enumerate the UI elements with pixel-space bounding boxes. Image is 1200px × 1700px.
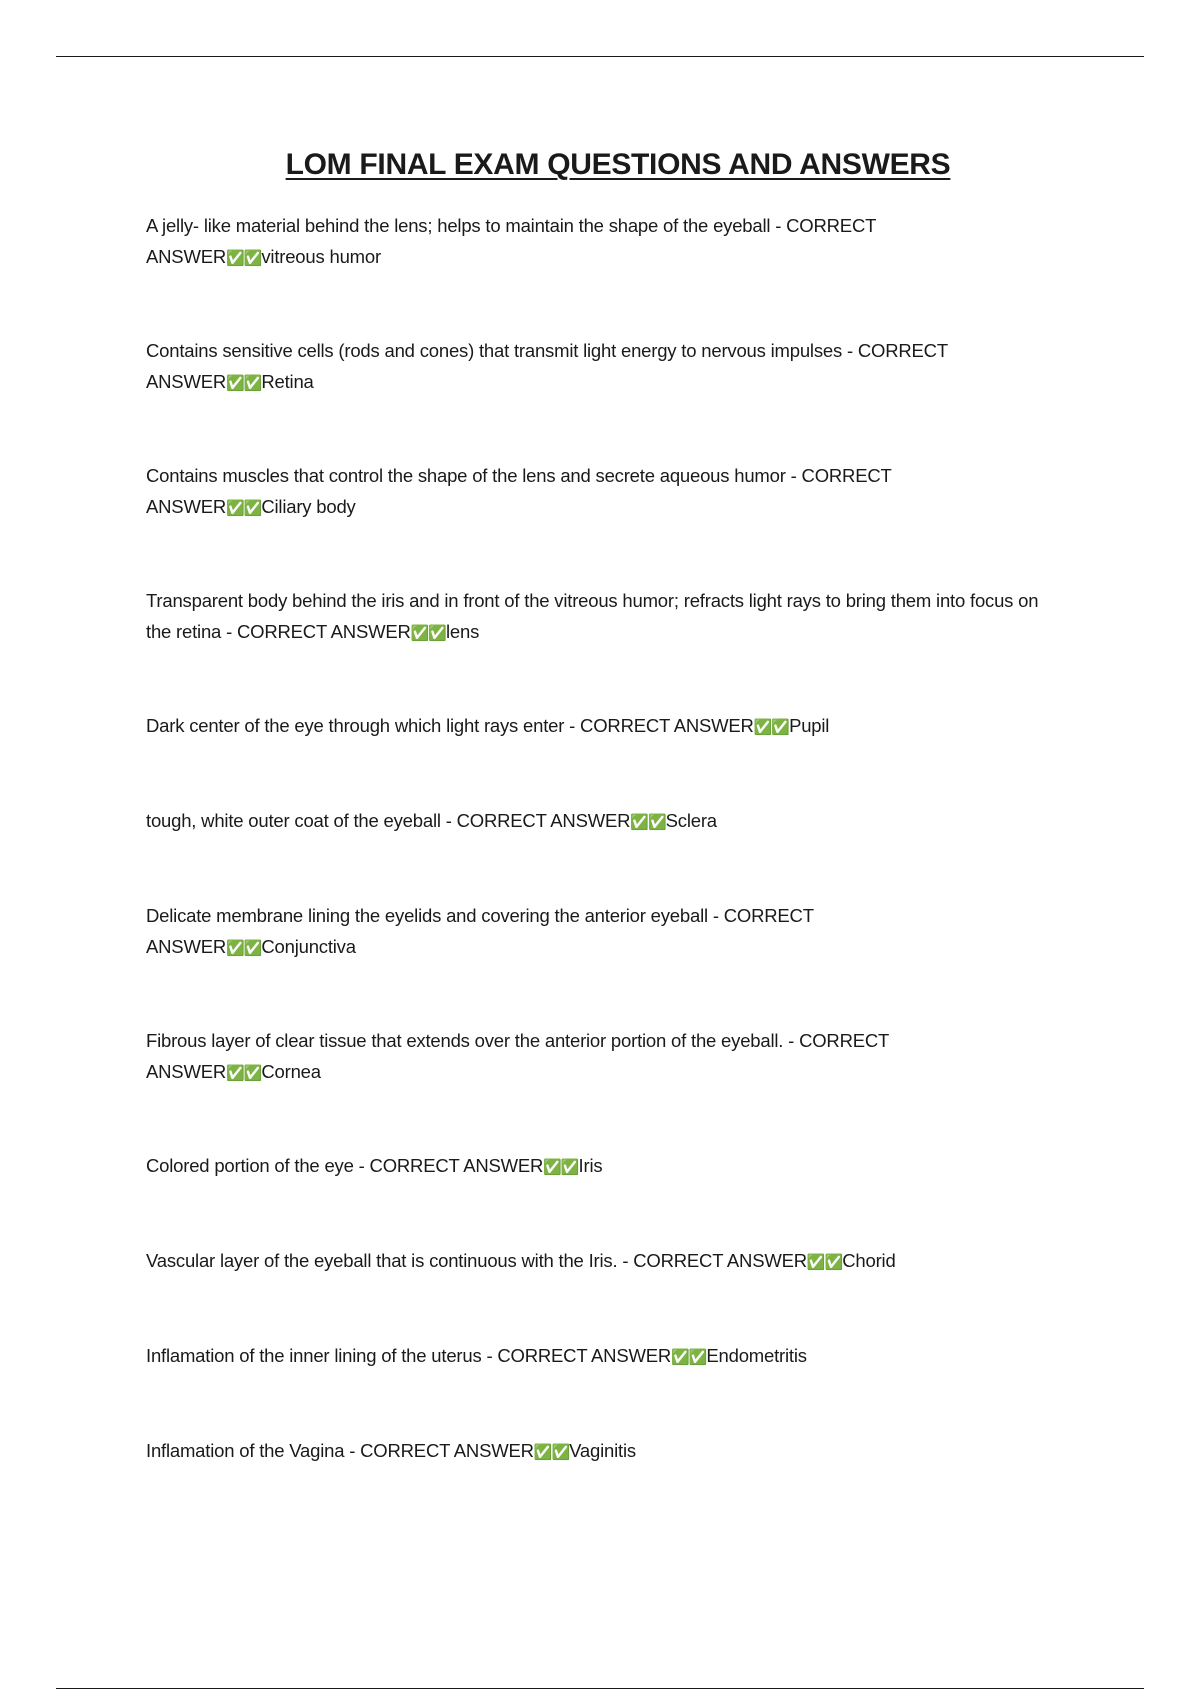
answer-label: ANSWER — [591, 1345, 672, 1366]
question-text: A jelly- like material behind the lens; helps to maintain the shape of the eyeball — [146, 215, 771, 236]
answer-text: Conjunctiva — [261, 936, 356, 957]
qa-list — [146, 210, 1066, 1468]
answer-text: Ciliary body — [261, 496, 356, 517]
qa-item — [146, 1245, 1066, 1278]
double-check-icon: ✅✅ — [533, 1443, 570, 1461]
qa-item — [146, 1150, 1066, 1183]
qa-item — [146, 585, 1066, 649]
double-check-icon: ✅✅ — [226, 249, 262, 267]
qa-item — [146, 805, 1066, 838]
double-check-icon: ✅✅ — [671, 1348, 707, 1366]
double-check-icon: ✅✅ — [753, 718, 790, 736]
answer-label: ANSWER — [146, 496, 226, 517]
qa-item — [146, 900, 1066, 964]
answer-text: Sclera — [665, 810, 717, 831]
answer-text: Iris — [578, 1155, 603, 1176]
question-text: Transparent body behind the iris and in front of the vitreous humor; refracts light rays to bring them into focus on the retina — [146, 590, 1039, 642]
answer-text: Retina — [261, 371, 314, 392]
correct-label: - CORRECT — [344, 1440, 454, 1461]
question-text: Inflamation of the Vagina — [146, 1440, 345, 1461]
double-check-icon: ✅✅ — [226, 499, 262, 517]
double-check-icon: ✅✅ — [806, 1253, 843, 1271]
top-rule — [56, 56, 1144, 57]
question-text: Vascular layer of the eyeball that is continuous with the Iris. — [146, 1250, 618, 1271]
correct-label: - CORRECT — [842, 340, 948, 361]
double-check-icon: ✅✅ — [630, 813, 666, 831]
page-title: LOM FINAL EXAM QUESTIONS AND ANSWERS — [285, 148, 951, 181]
qa-item — [146, 710, 1066, 743]
correct-label: - CORRECT — [770, 215, 877, 236]
correct-label: - CORRECT — [617, 1250, 727, 1271]
answer-label: ANSWER — [726, 1250, 807, 1271]
question-text: Contains sensitive cells (rods and cones) that transmit light energy to nervous impulses — [146, 340, 843, 361]
double-check-icon: ✅✅ — [543, 1158, 579, 1176]
qa-item — [146, 1435, 1066, 1468]
answer-label: ANSWER — [550, 810, 631, 831]
correct-label: - CORRECT — [564, 715, 674, 736]
answer-text: Vaginitis — [569, 1440, 636, 1461]
correct-label: - CORRECT — [785, 465, 892, 486]
double-check-icon: ✅✅ — [226, 374, 262, 392]
question-text: tough, white outer coat of the eyeball — [146, 810, 441, 831]
answer-label: ANSWER — [463, 1155, 544, 1176]
question-text: Inflamation of the inner lining of the uterus — [146, 1345, 482, 1366]
answer-label: ANSWER — [330, 621, 411, 642]
qa-item — [146, 1025, 1066, 1089]
correct-label: - CORRECT — [481, 1345, 592, 1366]
correct-label: - CORRECT — [440, 810, 551, 831]
answer-text: Pupil — [789, 715, 830, 736]
question-text: Colored portion of the eye — [146, 1155, 354, 1176]
qa-item — [146, 210, 1066, 274]
answer-text: vitreous humor — [261, 246, 381, 267]
answer-label: ANSWER — [146, 371, 226, 392]
answer-label: ANSWER — [146, 246, 226, 267]
question-text: Contains muscles that control the shape of the lens and secrete aqueous humor — [146, 465, 786, 486]
answer-label: ANSWER — [146, 1061, 226, 1082]
qa-item — [146, 335, 1066, 399]
double-check-icon: ✅✅ — [226, 939, 262, 957]
answer-label: ANSWER — [673, 715, 754, 736]
correct-label: - CORRECT — [221, 621, 331, 642]
double-check-icon: ✅✅ — [226, 1064, 262, 1082]
correct-label: - CORRECT — [783, 1030, 890, 1051]
answer-text: Chorid — [842, 1250, 896, 1271]
question-text: Fibrous layer of clear tissue that extends over the anterior portion of the eyeball. — [146, 1030, 784, 1051]
answer-text: Endometritis — [706, 1345, 807, 1366]
answer-text: Cornea — [261, 1061, 321, 1082]
bottom-rule — [56, 1688, 1144, 1689]
question-text: Dark center of the eye through which light rays enter — [146, 715, 565, 736]
double-check-icon: ✅✅ — [410, 624, 446, 642]
answer-label: ANSWER — [453, 1440, 534, 1461]
question-text: Delicate membrane lining the eyelids and covering the anterior eyeball — [146, 905, 708, 926]
answer-text: lens — [446, 621, 480, 642]
correct-label: - CORRECT — [707, 905, 814, 926]
qa-item — [146, 1340, 1066, 1373]
answer-label: ANSWER — [146, 936, 226, 957]
correct-label: - CORRECT — [353, 1155, 464, 1176]
qa-item — [146, 460, 1066, 524]
